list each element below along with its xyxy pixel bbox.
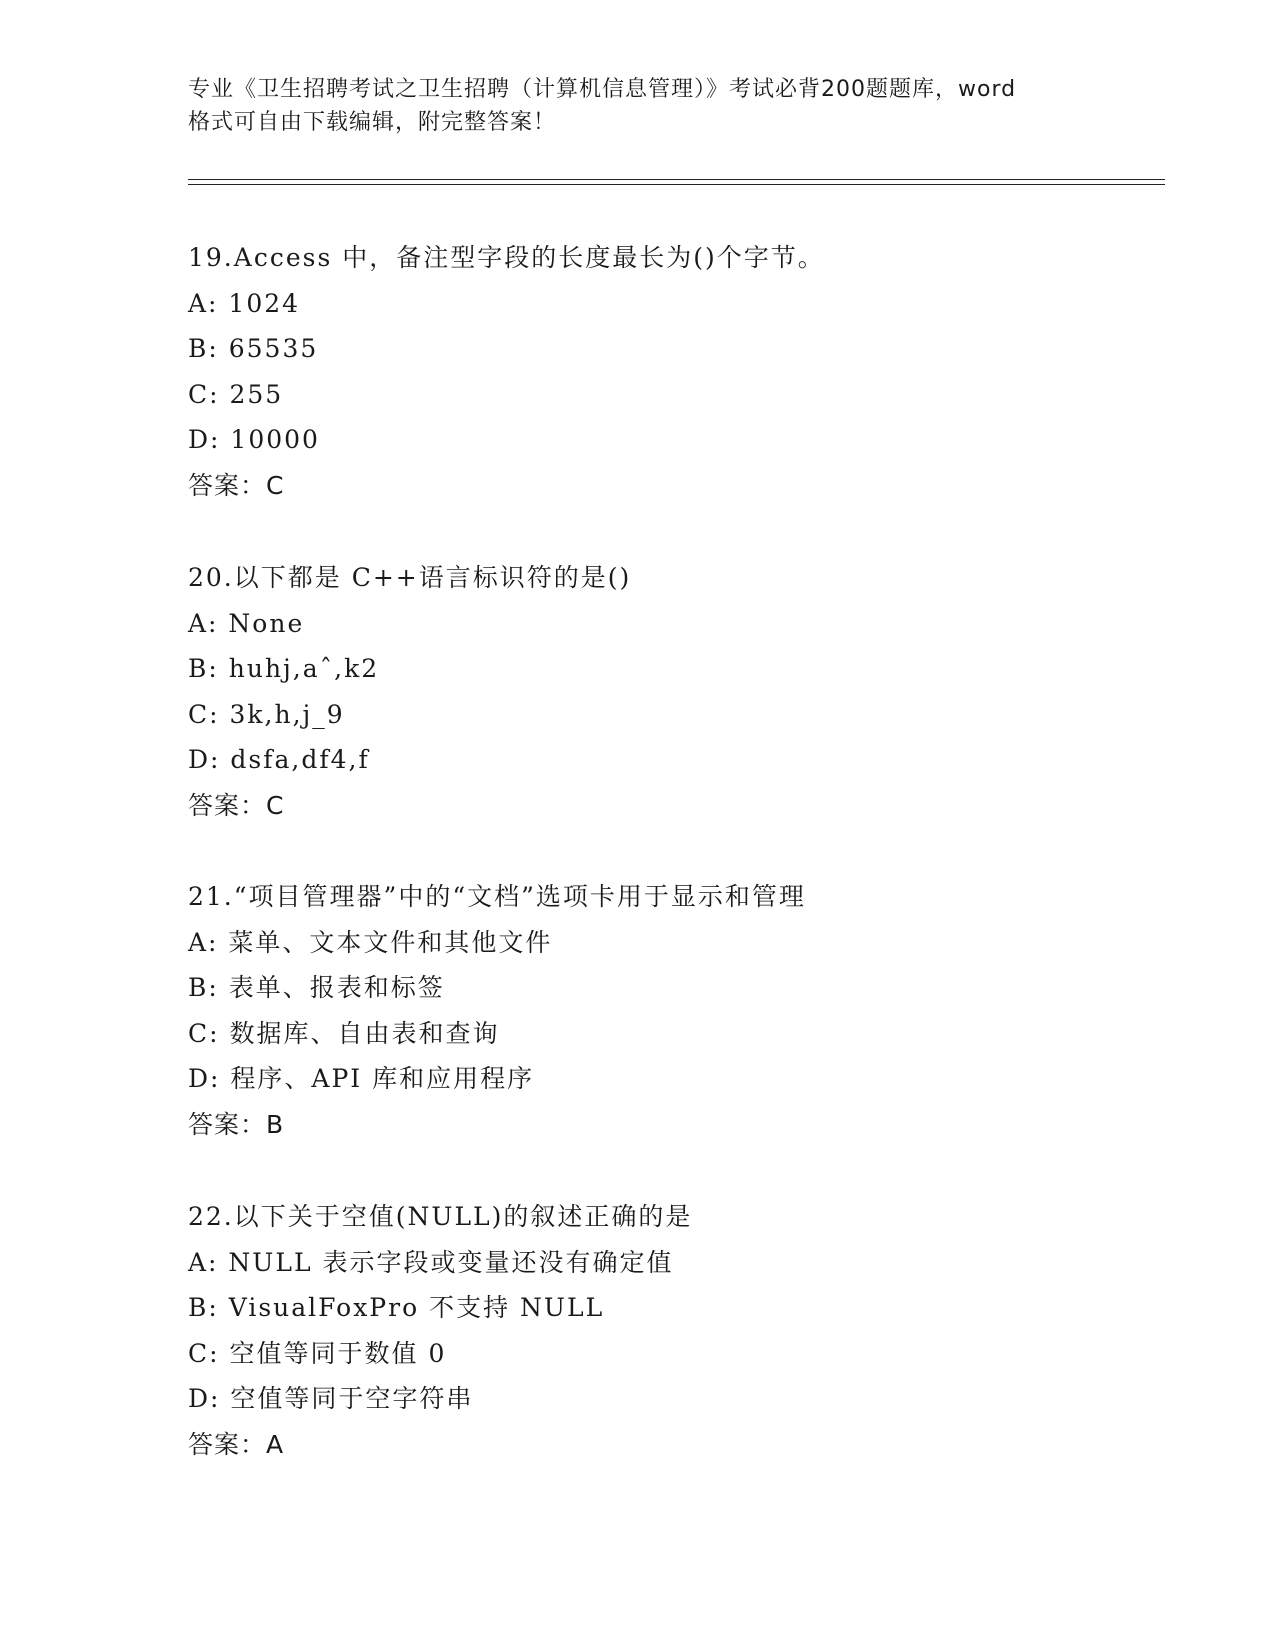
option-a: A: NULL 表示字段或变量还没有确定值 [188,1247,674,1277]
answer-line: 答案：A [188,1429,285,1459]
answer-line: 答案：C [188,790,285,820]
option-c: C: 数据库、自由表和查询 [188,1018,500,1048]
option-b: B: 65535 [188,334,319,363]
header-line-1: 专业《卫生招聘考试之卫生招聘（计算机信息管理）》考试必背200题题库，word [188,77,1017,102]
option-c: C: 255 [188,379,284,409]
question-20 [188,555,1178,828]
option-b: B: 表单、报表和标签 [188,973,445,1002]
header-divider-top [188,179,1165,180]
question-stem: 20.以下都是 C++语言标识符的是() [188,563,632,592]
option-d: D: 程序、API 库和应用程序 [188,1064,535,1093]
question-stem: 19.Access 中，备注型字段的长度最长为()个字节。 [188,243,825,272]
question-stem: 21.“项目管理器”中的“文档”选项卡用于显示和管理 [188,882,806,911]
option-d: D: 10000 [188,425,320,454]
option-c: C: 空值等同于数值 0 [188,1338,447,1368]
question-22 [188,1194,1178,1467]
option-d: D: dsfa,df4,f [188,745,370,774]
option-b: B: huhj,aˆ,k2 [188,654,380,683]
question-19 [188,235,1178,508]
option-a: A: 菜单、文本文件和其他文件 [188,927,553,957]
question-stem: 22.以下关于空值(NULL)的叙述正确的是 [188,1202,693,1231]
question-21 [188,874,1178,1147]
option-b: B: VisualFoxPro 不支持 NULL [188,1293,605,1322]
option-a: A: 1024 [188,288,301,318]
header-line-2: 格式可自由下载编辑，附完整答案！ [188,110,557,135]
answer-line: 答案：C [188,470,285,500]
header-divider-bottom [188,184,1165,185]
option-c: C: 3k,h,j_9 [188,699,345,729]
option-a: A: None [188,608,305,638]
document-header [188,73,1088,139]
option-d: D: 空值等同于空字符串 [188,1384,474,1413]
answer-line: 答案：B [188,1109,285,1139]
